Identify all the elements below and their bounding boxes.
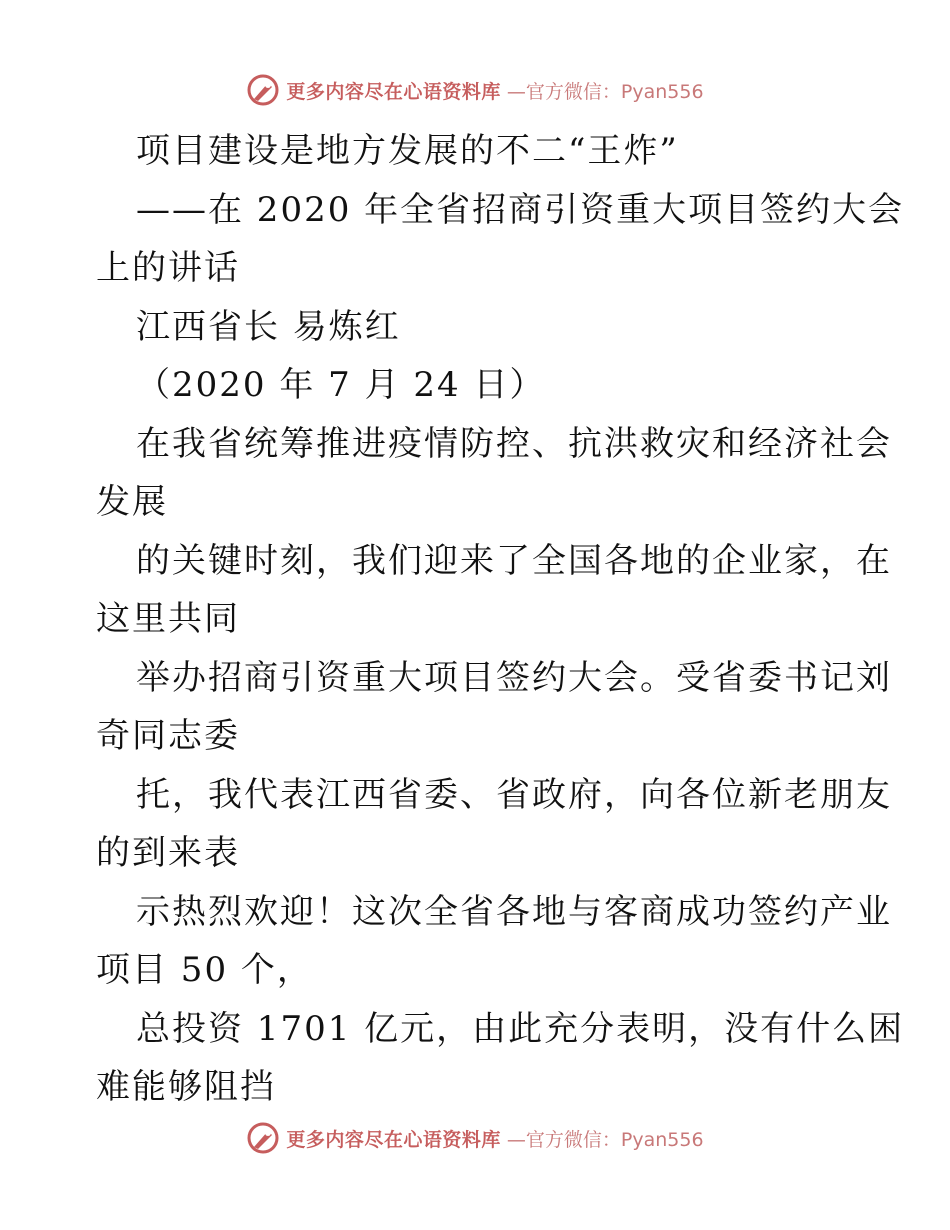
watermark-contact: —官方微信：Pyan556: [506, 1128, 704, 1151]
watermark-contact: —官方微信：Pyan556: [506, 80, 704, 103]
document-body: [96, 122, 905, 1117]
document-author: 江西省长 易炼红: [136, 306, 401, 347]
watermark-brand: 更多内容尽在心语资料库: [286, 80, 501, 103]
body-line: 奇同志委: [96, 716, 240, 756]
body-line: 难能够阻挡: [96, 1067, 276, 1107]
pen-logo-icon: [246, 73, 280, 107]
document-title: 项目建设是地方发展的不二“王炸”: [136, 131, 679, 171]
body-line: 举办招商引资重大项目签约大会。受省委书记刘: [136, 657, 892, 698]
body-line: 总投资 1701 亿元，由此充分表明，没有什么困: [136, 1008, 905, 1049]
footer-watermark: [0, 1118, 950, 1158]
body-line: 这里共同: [96, 599, 240, 639]
body-line: 托，我代表江西省委、省政府，向各位新老朋友: [136, 774, 892, 815]
header-watermark: [0, 70, 950, 110]
body-line: 示热烈欢迎！这次全省各地与客商成功签约产业: [136, 891, 892, 932]
document-subtitle: ——在 2020 年全省招商引资重大项目签约大会: [136, 189, 905, 230]
body-line: 项目 50 个，: [96, 950, 313, 990]
document-date: （2020 年 7 月 24 日）: [136, 365, 546, 405]
body-line: 发展: [96, 482, 168, 522]
document-subtitle-cont: 上的讲话: [96, 248, 240, 288]
pen-logo-icon: [246, 1121, 280, 1155]
watermark-brand: 更多内容尽在心语资料库: [286, 1128, 501, 1151]
body-line: 的关键时刻，我们迎来了全国各地的企业家，在: [136, 540, 892, 581]
body-line: 的到来表: [96, 833, 240, 873]
body-line: 在我省统筹推进疫情防控、抗洪救灾和经济社会: [136, 423, 892, 464]
